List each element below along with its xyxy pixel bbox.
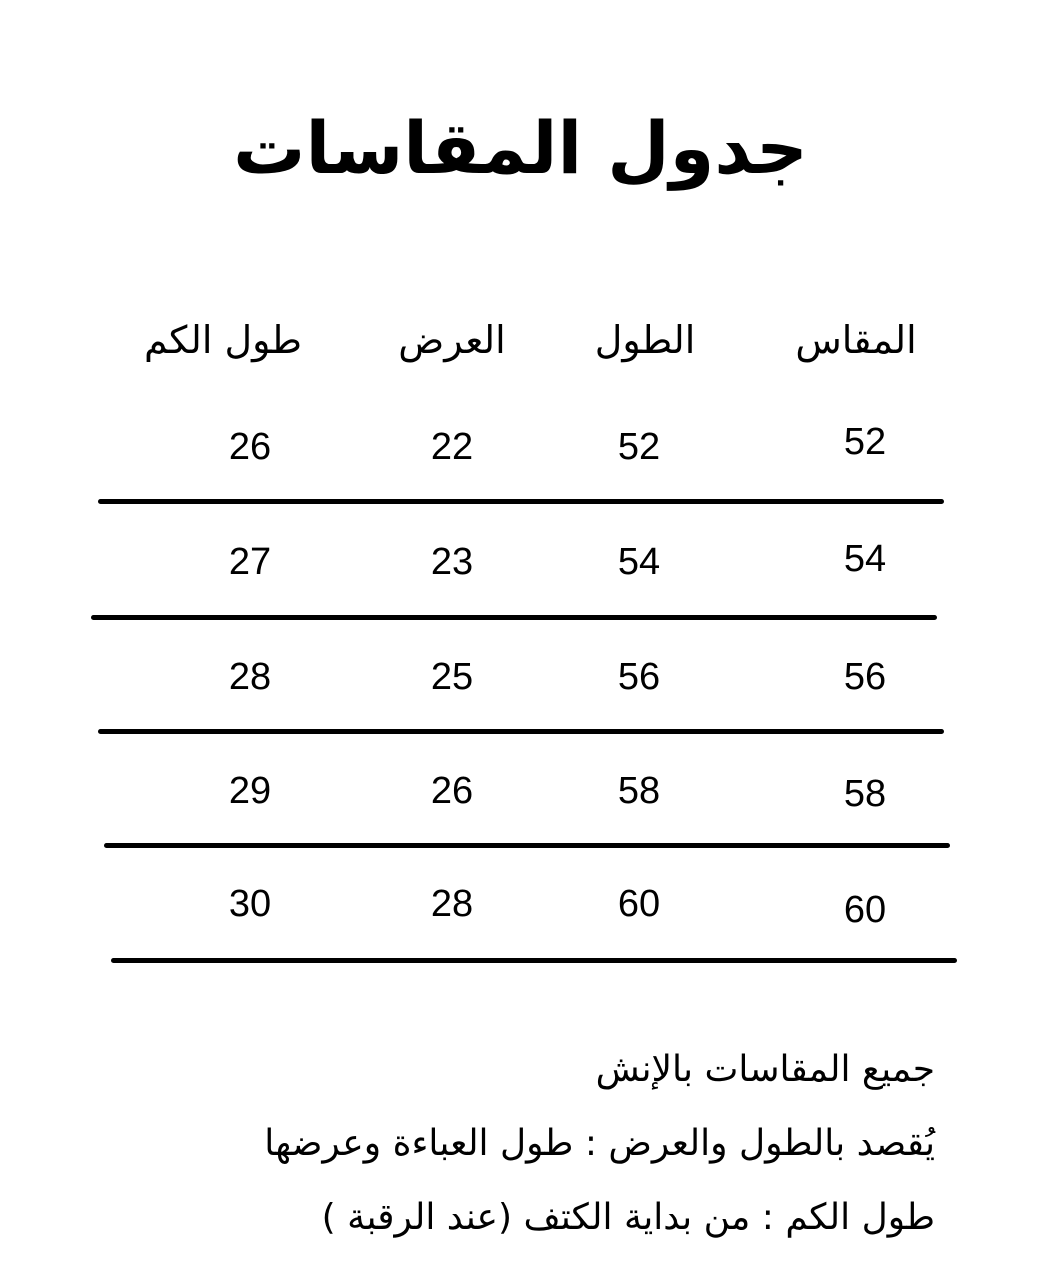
- cell-length: 56: [617, 656, 661, 698]
- cell-sleeve-length: 26: [228, 426, 272, 468]
- cell-length: 52: [617, 426, 661, 468]
- note-units: جميع المقاسات بالإنش: [595, 1049, 935, 1090]
- row-divider: [104, 843, 950, 848]
- cell-width: 25: [430, 656, 474, 698]
- row-divider: [98, 729, 944, 734]
- page-title: جدول المقاسات: [233, 106, 808, 190]
- header-length: الطول: [594, 318, 696, 362]
- cell-size: 54: [843, 538, 887, 580]
- cell-width: 28: [430, 883, 474, 925]
- header-width: العرض: [398, 318, 506, 362]
- cell-sleeve-length: 27: [228, 541, 272, 583]
- cell-width: 23: [430, 541, 474, 583]
- cell-size: 52: [843, 421, 887, 463]
- cell-sleeve-length: 29: [228, 770, 272, 812]
- cell-length: 58: [617, 770, 661, 812]
- note-sleeve: طول الكم : من بداية الكتف (عند الرقبة ): [321, 1197, 935, 1238]
- header-size: المقاس: [795, 318, 917, 362]
- cell-width: 26: [430, 770, 474, 812]
- cell-size: 60: [843, 889, 887, 931]
- note-length-width: يُقصد بالطول والعرض : طول العباءة وعرضها: [264, 1123, 935, 1164]
- cell-width: 22: [430, 426, 474, 468]
- cell-sleeve-length: 28: [228, 656, 272, 698]
- cell-size: 58: [843, 773, 887, 815]
- row-divider: [98, 499, 944, 504]
- row-divider: [91, 615, 937, 620]
- cell-sleeve-length: 30: [228, 883, 272, 925]
- cell-length: 60: [617, 883, 661, 925]
- cell-length: 54: [617, 541, 661, 583]
- cell-size: 56: [843, 656, 887, 698]
- row-divider: [111, 958, 957, 963]
- header-sleeve-length: طول الكم: [144, 318, 302, 362]
